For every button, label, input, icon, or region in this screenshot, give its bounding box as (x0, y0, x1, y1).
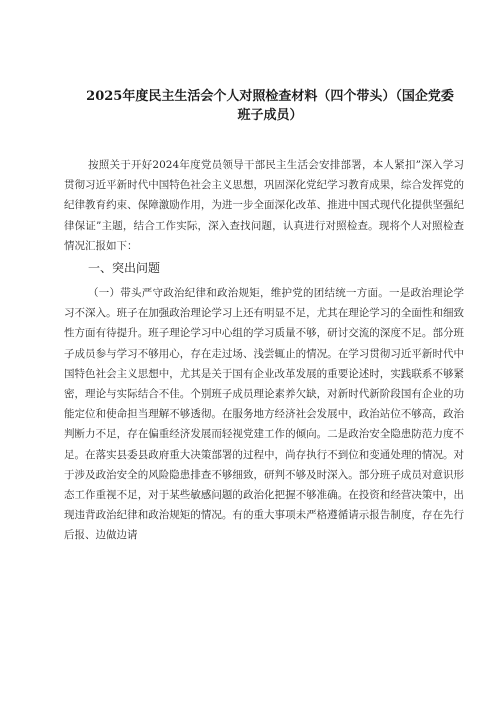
document-title: 2025年度民主生活会个人对照检查材料（四个带头）（国企党委班子成员） (86, 89, 454, 123)
intro-paragraph: 按照关于开好2024年度党员领导干部民主生活会安排部署，本人紧扣”深入学习贯彻习近平新时代中国特色社会主义思想，巩固深化党纪学习教育成果，综合发挥党的纪律教育约束、保障激励作用，为进一步全面深化改革、推进中国式现代化提供坚强纪律保证”主题，结合工作实际，深入查找问题，认真进行对照检查。现将个人对照检查情况汇报如下： (64, 159, 464, 252)
section-heading: 一、突出问题 (88, 261, 161, 275)
body-paragraph: （一）带头严守政治纪律和政治规矩，维护党的团结统一方面。一是政治理论学习不深入。班子在加强政治理论学习上还有明显不足，尤其在理论学习的全面性和细致性方面有待提升。班子理论学习中心组的学习质量不够，研讨交流的深度不足。部分班子成员参与学习不够用心，存在走过场、浅尝辄止的情况。在学习贯彻习近平新时代中国特色社会主义思想中，尤其是关于国有企业改革发展的重要论述时，实践联系不够紧密，理论与实际结合不佳。个别班子成员理论素养欠缺，对新时代新阶段国有企业的功能定位和使命担当理解不够透彻。在服务地方经济社会发展中，政治站位不够高，政治判断力不足，存在偏重经济发展而轻视党建工作的倾向。二是政治安全隐患防范力度不足。在落实县委县政府重大决策部署的过程中，尚存执行不到位和变通处理的情况。对于涉及政治安全的风险隐患排查不够细致，研判不够及时深入。部分班子成员对意识形态工作重视不足，对于某些敏感问题的政治化把握不够准确。在投资和经营决策中，出现违背政治纪律和政治规矩的情况。有的重大事项未严格遵循请示报告制度，存在先行后报、边做边请 (64, 287, 464, 542)
